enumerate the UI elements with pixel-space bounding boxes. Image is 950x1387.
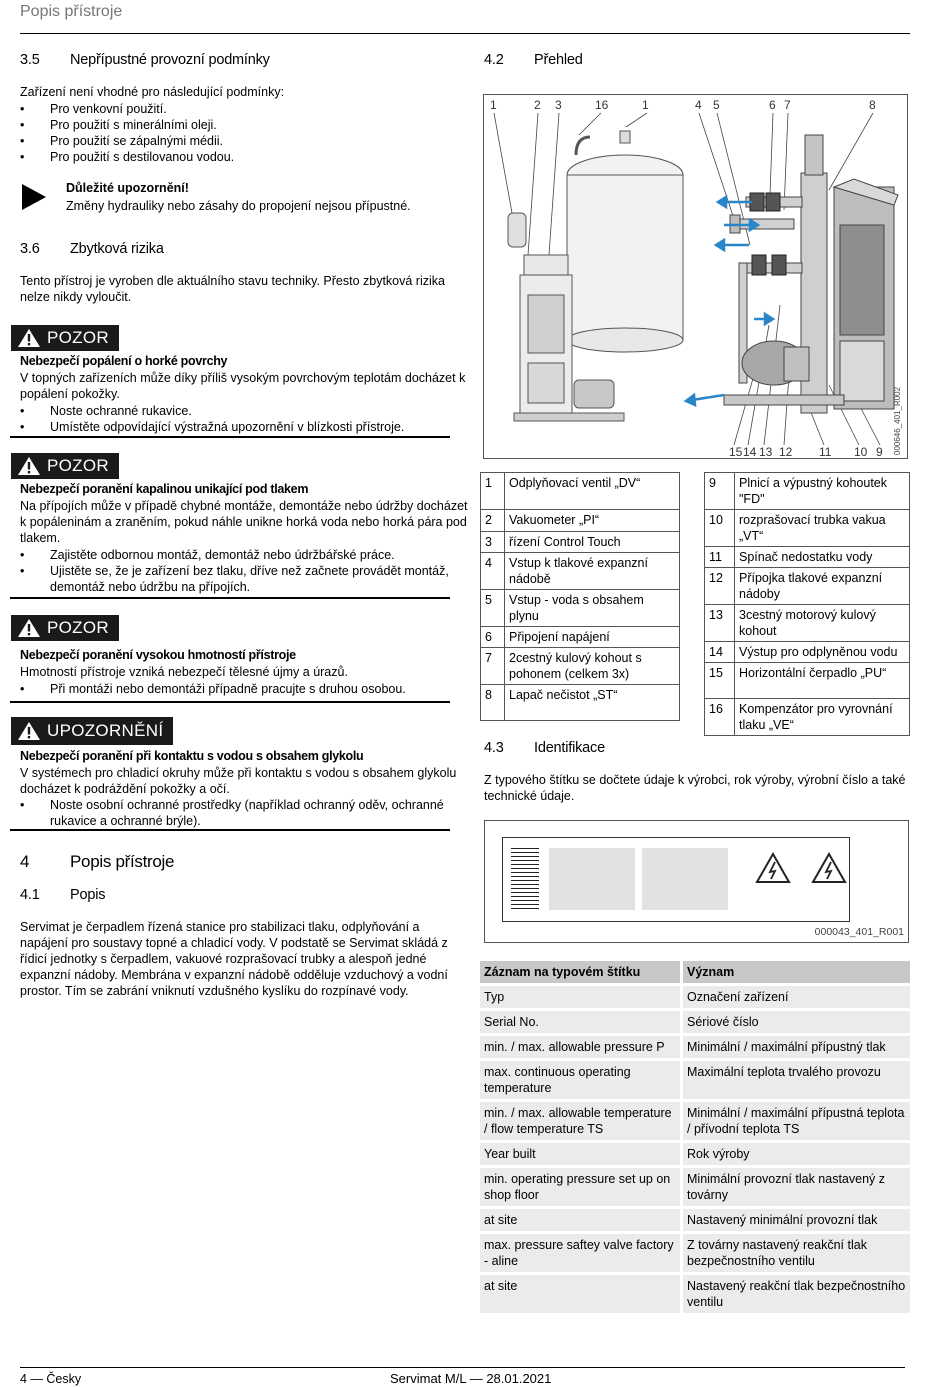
warning-rule: [10, 701, 450, 703]
table-row: 8 Lapač nečistot „ST“: [481, 685, 680, 721]
table-row: 9 Plnicí a výpustný kohoutek "FD": [705, 473, 910, 510]
warning-triangle-icon: [17, 618, 41, 638]
warning-title: Nebezpečí poranění vysokou hmotností přístroje: [20, 648, 296, 662]
list-item: • Pro použití s destilovanou vodou.: [20, 149, 450, 165]
callout-label: 7: [784, 98, 791, 112]
warning-text-line: popálení pokožky.: [20, 387, 120, 401]
warning-triangle-icon: [17, 721, 41, 741]
table-row: Year built Rok výroby: [480, 1143, 910, 1165]
s43-text-line: technické údaje.: [484, 789, 575, 803]
list-item: • Pro použití s minerálními oleji.: [20, 117, 450, 133]
table-row: 12 Přípojka tlakové expanzní nádoby: [705, 568, 910, 605]
warning-list: [20, 547, 450, 595]
table-row: 5 Vstup - voda s obsahem plynu: [481, 590, 680, 627]
callout-label: 5: [713, 98, 720, 112]
table-row: 4 Vstup k tlakové expanzní nádobě: [481, 553, 680, 590]
table-row: Typ Označení zařízení: [480, 986, 910, 1008]
callout-label: 3: [555, 98, 562, 112]
header-rule: [20, 33, 910, 34]
warning-text-line: V topných zařízeních může díky příliš vysokým povrchovým teplotám docházet k: [20, 371, 466, 385]
table-row: at site Nastavený minimální provozní tlak: [480, 1209, 910, 1231]
legend-table-right: [704, 472, 910, 736]
callout-label: 1: [490, 98, 497, 112]
footer-document-title: Servimat M/L — 28.01.2021: [390, 1371, 552, 1386]
callout-label: 13: [759, 445, 773, 459]
warning-triangle-icon: [17, 456, 41, 476]
s43-text-line: Z typového štítku se dočtete údaje k výrobci, rok výroby, výrobní číslo a také: [484, 773, 906, 787]
s41-paragraph: Servimat je čerpadlem řízená stanice pro stabilizaci tlaku, odplyňování a napájení pro soustavy topné a chladicí vody. V podstatě se Servimat skládá z řídicí jednotky s čerpadlem, vakuové rozprašovací trubky a alespoň jedné expanzní nádoby. Membrána v expanzní nádobě odděluje vzduchový a vodní prostor. Tím se zabrání vniknutí vzdušného kyslíku do rozpínavé vody.: [20, 920, 448, 998]
table-row: 16 Kompenzátor pro vyrovnání tlaku „VE“: [705, 699, 910, 736]
warning-rule: [10, 436, 450, 438]
table-row: 2 Vakuometer „PI“: [481, 510, 680, 532]
table-header-row: Záznam na typovém štítku Význam: [480, 961, 910, 983]
list-item: • Umístěte odpovídající výstražná upozornění v blízkosti přístroje.: [20, 419, 450, 435]
device-illustration: [484, 95, 908, 459]
footer-page-language: 4 — Česky: [20, 1372, 82, 1386]
s36-text-line: nelze nikdy vyloučit.: [20, 290, 132, 304]
warning-text-line: V systémech pro chladicí okruhy může při kontaktu s vodou s obsahem glykolu: [20, 766, 457, 780]
section-heading-4-2: 4.2 Přehled: [484, 52, 583, 68]
table-row: 14 Výstup pro odplyněnou vodu: [705, 642, 910, 663]
table-row: 1 Odplyňovací ventil „DV“: [481, 473, 680, 510]
callout-label: 6: [769, 98, 776, 112]
callout-label: 4: [695, 98, 702, 112]
high-voltage-warning-icon: [811, 852, 847, 884]
warning-rule: [10, 597, 450, 599]
table-row: max. pressure saftey valve factory - aline Z továrny nastavený reakční tlak bezpečnostního ventilu: [480, 1234, 910, 1272]
nameplate-field: [642, 848, 728, 910]
note-text: Změny hydrauliky nebo zásahy do propojení nejsou přípustné.: [66, 199, 411, 213]
list-item: • Při montáži nebo demontáži případně pracujte s druhou osobou.: [20, 681, 450, 697]
list-item: • Noste osobní ochranné prostředky (například ochranný oděv, ochranné rukavice a ochranné brýle).: [20, 797, 450, 829]
nameplate-drawing: [502, 837, 850, 922]
list-item: • Zajistěte odbornou montáž, demontáž nebo údržbářské práce.: [20, 547, 450, 563]
list-item: • Ujistěte se, že je zařízení bez tlaku, dříve než začnete provádět montáž, demontáž nebo údržbu na přípojích.: [20, 563, 450, 595]
table-row: 13 3cestný motorový kulový kohout: [705, 605, 910, 642]
warning-text-line: Na přípojích může v případě chybné montáže, demontáže nebo údržby docházet: [20, 499, 468, 513]
callout-label: 15: [729, 445, 743, 459]
warning-title: Nebezpečí popálení o horké povrchy: [20, 354, 228, 368]
table-row: min. / max. allowable pressure P Minimální / maximální přípustný tlak: [480, 1036, 910, 1058]
table-row: 3 řízení Control Touch: [481, 532, 680, 553]
section-heading-3-5: 3.5 Nepřípustné provozní podmínky: [20, 52, 270, 68]
high-voltage-warning-icon: [755, 852, 791, 884]
table-row: at site Nastavený reakční tlak bezpečnostního ventilu: [480, 1275, 910, 1313]
s35-list: [20, 101, 450, 165]
table-row: 6 Připojení napájení: [481, 627, 680, 648]
table-row: 7 2cestný kulový kohout s pohonem (celkem 3x): [481, 648, 680, 685]
section-heading-4-1: 4.1 Popis: [20, 887, 106, 903]
warning-badge: POZOR: [11, 615, 119, 641]
warning-list: [20, 797, 450, 829]
list-item: • Noste ochranné rukavice.: [20, 403, 450, 419]
callout-label: 12: [779, 445, 793, 459]
warning-rule: [10, 829, 450, 831]
warning-list: [20, 681, 450, 697]
s36-text-line: Tento přístroj je vyroben dle aktuálního stavu techniky. Přesto zbytková rizika: [20, 274, 445, 288]
warning-title: Nebezpečí poranění při kontaktu s vodou s obsahem glykolu: [20, 749, 364, 763]
table-row: 11 Spínač nedostatku vody: [705, 547, 910, 568]
warning-text-line: tlakem.: [20, 531, 61, 545]
callout-label: 11: [819, 445, 832, 459]
overview-figure: [483, 94, 908, 459]
callout-label: 2: [534, 98, 541, 112]
note-title: Důležité upozornění!: [66, 181, 189, 195]
table-row: min. / max. allowable temperature / flow temperature TS Minimální / maximální přípustná teplota / přívodní teplota TS: [480, 1102, 910, 1140]
nameplate-table: [480, 958, 910, 1316]
warning-text-line: Hmotností přístroje vzniká nebezpečí tělesné újmy a úrazů.: [20, 665, 348, 679]
callout-label: 1: [642, 98, 649, 112]
warning-text-line: docházet k podráždění pokožky a očí.: [20, 782, 230, 796]
list-item: • Pro použití se zápalnými médii.: [20, 133, 450, 149]
warning-triangle-icon: [17, 328, 41, 348]
legend-table-left: [480, 472, 680, 721]
running-header: Popis přístroje: [20, 3, 123, 20]
warning-text-line: k popáleninám a zraněním, pokud náhle unikne horká voda nebo horká pára pod: [20, 515, 467, 529]
table-row: min. operating pressure set up on shop floor Minimální provozní tlak nastavený z továrny: [480, 1168, 910, 1206]
barcode-icon: [511, 848, 539, 910]
warning-badge: POZOR: [11, 453, 119, 479]
table-row: 10 rozprašovací trubka vakua „VT“: [705, 510, 910, 547]
section-heading-3-6: 3.6 Zbytková rizika: [20, 241, 164, 257]
callout-label: 9: [876, 445, 883, 459]
callout-label: 10: [854, 445, 868, 459]
section-heading-4-3: 4.3 Identifikace: [484, 740, 605, 756]
important-note-arrow-icon: [22, 184, 46, 210]
footer-rule: [20, 1367, 905, 1368]
figure-code: 000043_401_R001: [814, 926, 904, 938]
callout-label: 16: [595, 98, 609, 112]
table-row: 15 Horizontální čerpadlo „PU“: [705, 663, 910, 699]
figure-code: 000646_401_R002: [893, 386, 902, 455]
warning-badge: POZOR: [11, 325, 119, 351]
warning-list: [20, 403, 450, 435]
s35-intro: Zařízení není vhodné pro následující podmínky:: [20, 85, 285, 99]
warning-title: Nebezpečí poranění kapalinou unikající pod tlakem: [20, 482, 309, 496]
chapter-heading-4: 4 Popis přístroje: [20, 852, 175, 871]
list-item: • Pro venkovní použití.: [20, 101, 450, 117]
nameplate-figure: [484, 820, 909, 943]
nameplate-field: [549, 848, 635, 910]
warning-badge: UPOZORNĚNÍ: [11, 717, 173, 745]
table-row: Serial No. Sériové číslo: [480, 1011, 910, 1033]
table-row: max. continuous operating temperature Maximální teplota trvalého provozu: [480, 1061, 910, 1099]
callout-label: 14: [743, 445, 757, 459]
callout-label: 8: [869, 98, 876, 112]
